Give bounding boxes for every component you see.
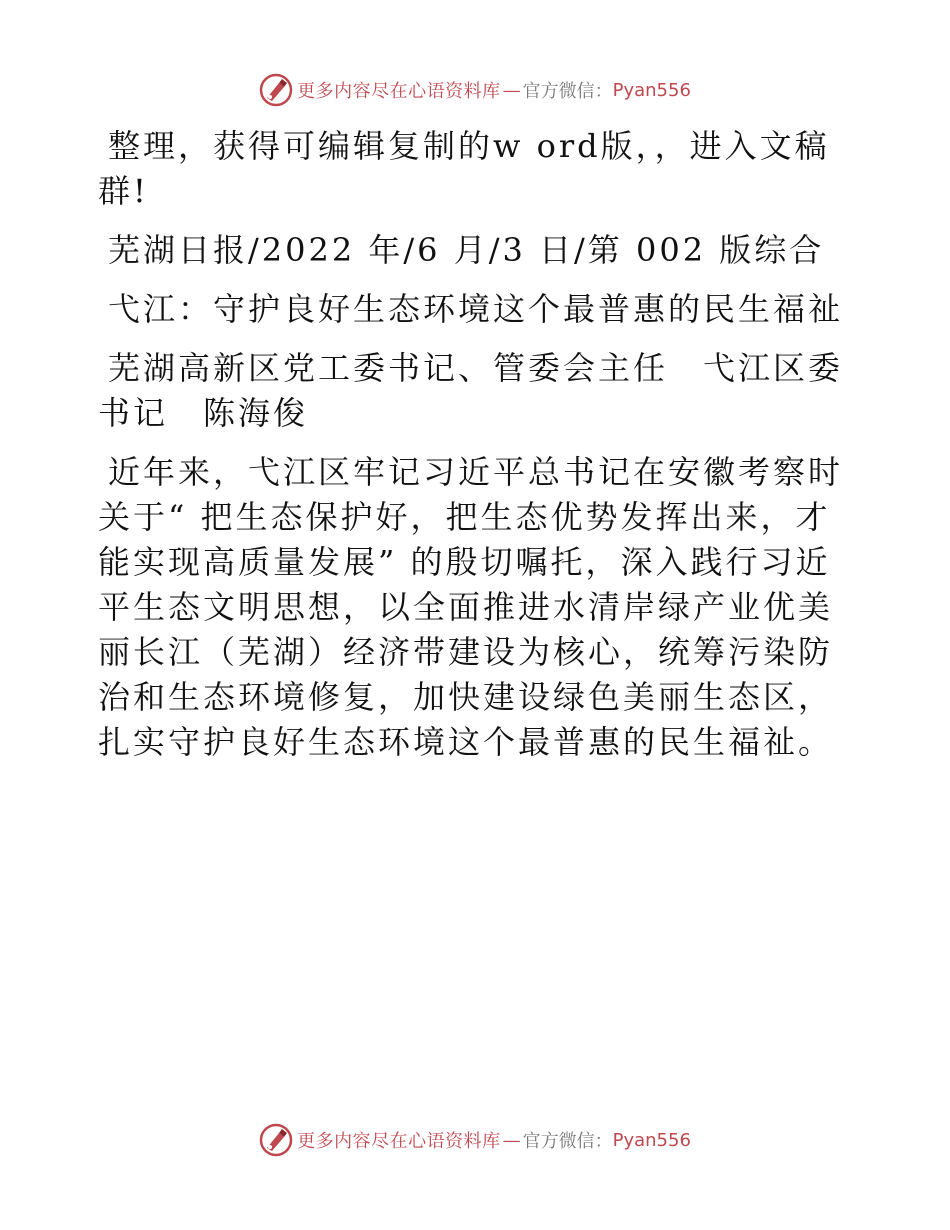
document-body (98, 124, 858, 779)
watermark-label: 官方微信： (522, 1131, 613, 1152)
watermark-separator: — (502, 1129, 521, 1151)
body-paragraph: 近年来，弋江区牢记习近平总书记在安徽考察时关于“ 把生态保护好，把生态优势发挥出来，才能实现高质量发展” 的殷切嘱托，深入践行习近平生态文明思想，以全面推进水清岸绿产业优美丽长江（芜湖）经济带建设为核心，统筹污染防治和生态环境修复，加快建设绿色美丽生态区，扎实守护良好生态环境这个最普惠的民生福祉。 (98, 453, 844, 761)
source-line: 芜湖日报/2022 年/6 月/3 日/第 002 版综合 (108, 231, 825, 269)
watermark-wechat-id: Pyan556 (612, 1129, 691, 1151)
watermark-separator: — (502, 79, 521, 101)
header-watermark (0, 70, 950, 110)
article-title: 弋江：守护良好生态环境这个最普惠的民生福祉 (108, 290, 844, 328)
watermark-text: 更多内容尽在心语资料库 (297, 81, 501, 102)
watermark-text: 更多内容尽在心语资料库 (297, 1131, 501, 1152)
watermark-label: 官方微信： (522, 81, 613, 102)
watermark-wechat-id: Pyan556 (612, 79, 691, 101)
intro-note: 整理，获得可编辑复制的w ord版，，进入文稿群! (98, 127, 830, 210)
author-line: 芜湖高新区党工委书记、管委会主任 弋江区委书记 陈海俊 (98, 349, 844, 432)
pen-logo-icon (259, 73, 293, 107)
footer-watermark (0, 1120, 950, 1160)
pen-logo-icon (259, 1123, 293, 1157)
